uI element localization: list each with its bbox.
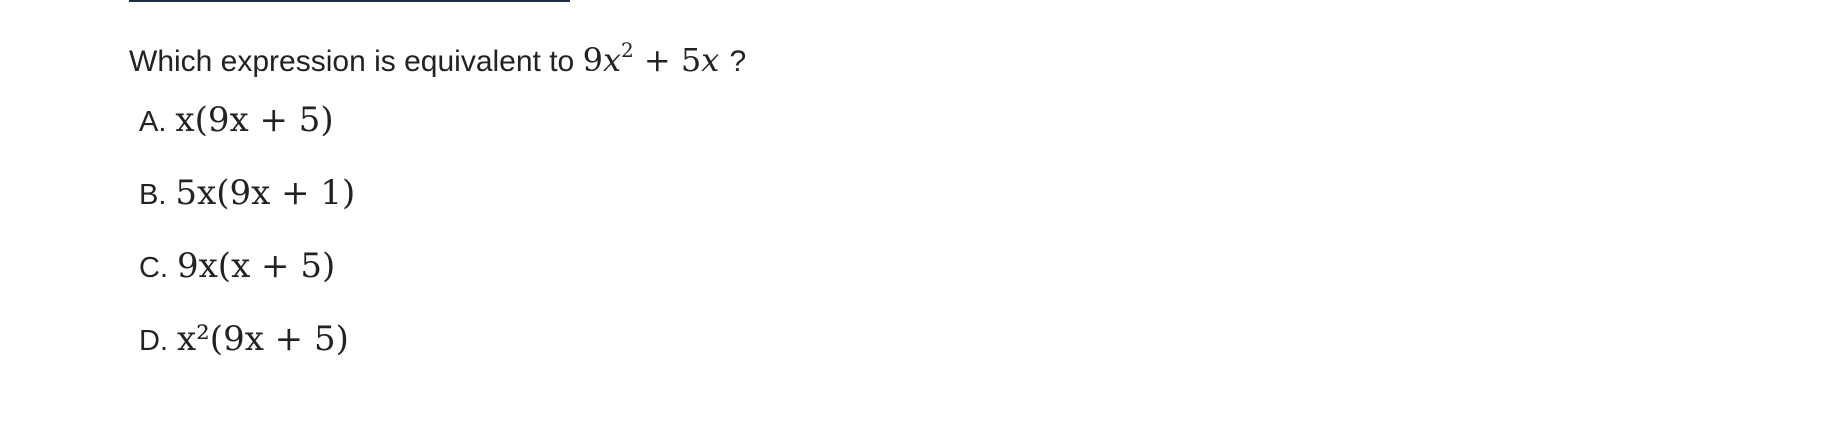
question-prompt: Which expression is equivalent to <box>129 45 575 78</box>
choice-d[interactable] <box>139 319 355 392</box>
expression-variable: x <box>602 41 621 79</box>
choice-letter: D. <box>139 325 168 357</box>
choice-letter: A. <box>139 106 167 138</box>
choice-expression: 5x(9x + 1) <box>175 173 356 213</box>
expression-operator: + <box>633 41 681 79</box>
question-text <box>129 38 746 84</box>
expression-variable-2: x <box>701 41 720 79</box>
choice-expression: x²(9x + 5) <box>177 319 349 359</box>
choice-letter: B. <box>139 179 167 211</box>
question-end-punctuation: ? <box>729 45 747 78</box>
choice-expression: x(9x + 5) <box>175 100 334 140</box>
expression-exponent: 2 <box>620 38 634 62</box>
answer-choices <box>139 100 355 392</box>
question-expression <box>582 38 730 79</box>
expression-coefficient-2: 5 <box>680 41 702 79</box>
choice-b[interactable] <box>139 173 355 246</box>
choice-expression: 9x(x + 5) <box>177 246 336 286</box>
choice-c[interactable] <box>139 246 355 319</box>
choice-letter: C. <box>139 252 168 284</box>
choice-a[interactable] <box>139 100 355 173</box>
expression-coefficient: 9 <box>582 41 603 79</box>
top-divider <box>129 0 570 2</box>
